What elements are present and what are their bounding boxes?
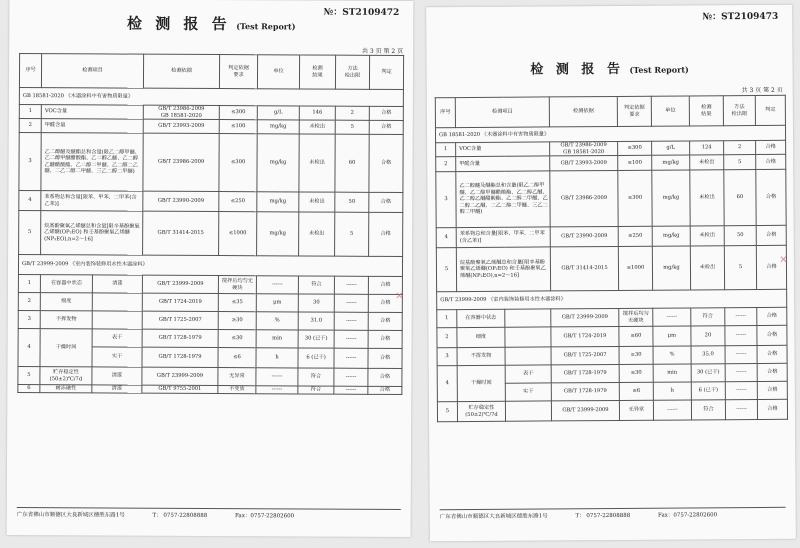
table-cell: min [653,364,691,382]
table-cell: GB/T 31414-2015 [550,246,618,290]
results-table [17,53,404,395]
table-cell: ------ [334,276,368,294]
table-cell: ------ [334,330,368,348]
table-cell: 30 (已干) [298,330,334,348]
table-cell: GB/T 23999-2009 [551,308,619,326]
page-footer [440,507,786,520]
table-row [18,384,402,394]
table-cell: 合格 [756,225,786,245]
table-cell: ------ [653,308,691,326]
table-cell: % [256,312,298,330]
table-cell: 31.0 [298,312,334,330]
table-cell: ------ [256,276,298,294]
table-cell: 合格 [756,169,786,225]
table-cell: 烷基酚聚氧乙烯醚总和含量[限辛基酚聚氧乙烯醚(OP₂EO) 和壬基酚聚氧乙烯醚(NP₂EO),n=2～16] [41,211,143,256]
table-cell: 30 [298,294,334,312]
table-cell: GB/T 23999-2009 [142,367,218,385]
table-cell: % [653,346,691,364]
table-cell: 合格 [368,330,402,348]
footer-fax: Fax：0757-22802600 [657,512,718,519]
table-cell: ------ [725,307,757,325]
table-cell: 合格 [368,368,402,386]
table-cell: 符合 [691,308,725,326]
table-row [436,245,786,291]
table-cell: 30 (已干) [691,364,725,382]
title-cn: 检 测 报 告 [530,61,624,78]
table-cell: 4 [436,228,456,248]
table-cell: 5 [19,210,41,254]
table-cell: 表干 [92,329,142,347]
table-cell: ≤250 [618,226,652,246]
column-header: 判定 [755,95,785,125]
table-cell: ≥30 [619,346,653,364]
table-cell: 不挥发物 [457,347,505,365]
table-cell: h [256,348,298,368]
table-cell: 3 [436,172,456,228]
table-cell: ≤100 [219,120,257,134]
table-cell: 符合 [298,386,334,394]
footer-fax: Fax：0757-22802600 [234,513,295,520]
table-cell: 苯系物总和含量[限苯、甲苯、二甲苯(含乙苯)] [41,191,143,212]
table-cell: 搅拌后均匀无硬块 [218,276,256,294]
table-cell: 4 [437,366,457,402]
table-cell: 在容器中状态 [40,275,92,293]
table-cell: 甲醛含量 [41,119,143,134]
table-cell: 合格 [368,312,402,330]
report-title [9,12,413,35]
table-cell: 符合 [691,400,725,420]
column-header: 序号 [19,54,41,88]
table-cell: min [256,330,298,348]
footer-address: 广东省佛山市顺德区大良新城区德胜东路1号 [16,511,125,519]
page-indicator: 共 3 页 第 2 页 [741,86,783,95]
table-row [18,328,402,348]
table-cell: ------ [653,400,691,420]
table-cell: ------ [725,325,757,345]
table-cell: ≤60 [619,326,653,346]
report-number: №：ST2109473 [702,11,779,23]
table-cell: 146 [299,106,335,120]
table-cell: 乙二醇醚及醚酯总和含量(限乙二醇甲醚、乙二醇甲醚醋酸酯、乙二醇乙醚、乙二醇乙醚醋酸酯、乙二醇二甲醚、乙二醇二乙醚、二乙二醇二甲醚、三乙二醇二甲醚) [41,133,143,192]
table-cell: 搅拌后均匀无硬块 [619,308,653,326]
table-row [19,132,403,192]
table-cell: mg/kg [652,170,690,226]
column-header: 检测依据 [549,96,617,126]
table-cell: GB/T 23986-2009 [143,133,219,191]
table-cell: 合格 [757,399,787,419]
table-cell: 贮存稳定性(50±2)℃/7d [40,367,92,385]
table-cell: 合格 [368,276,402,294]
table-cell: 5 [436,248,456,292]
table-cell: 不变质 [218,386,256,394]
table-cell: mg/kg [257,192,299,212]
report-page-1 [7,0,414,537]
page-indicator: 共 3 页 第 2 页 [361,47,404,56]
table-cell: μm [256,294,298,312]
table-cell: GB/T 9755-2001 [142,385,218,393]
table-cell: 合格 [369,120,403,134]
table-cell: 无异常 [619,400,653,420]
table-cell: 合格 [368,348,402,368]
table-cell: ≤300 [219,106,257,120]
table-cell: 6 (已干) [691,382,725,400]
table-cell: GB/T 23986-2009 GB 18581-2020 [143,105,219,119]
table-cell: ≤1000 [219,212,257,256]
table-cell: ------ [725,399,757,419]
table-cell: 耐冻融性 [40,385,92,393]
table-cell: ------ [256,386,298,394]
table-cell: 细度 [457,327,505,347]
table-cell: 2 [18,292,40,310]
table-cell: ≤30 [218,330,256,348]
table-cell: 50 [724,225,756,245]
table-cell: 合格 [756,140,786,154]
table-cell: 60 [335,134,369,192]
table-cell: ------ [334,368,368,386]
column-header: 序号 [435,98,455,128]
table-cell [505,327,551,347]
table-cell: 未检出 [690,226,724,246]
table-cell: GB/T 31414-2015 [143,211,219,255]
table-cell: 2 [724,140,756,154]
table-cell: GB/T 23986-2009 GB 18581-2020 [550,141,618,155]
footer-tel: T： 0757-22808888 [152,512,208,519]
column-header: 判定依据 要求 [617,96,651,126]
table-cell: VOC含量 [41,105,143,120]
table-cell [505,401,551,421]
table-cell: mg/kg [652,246,690,290]
table-cell: 合格 [369,134,403,192]
table-cell: GB/T 23990-2009 [550,226,618,246]
column-header: 检测 结果 [299,55,335,89]
table-cell: 表干 [505,365,551,383]
title-en: (Test Report) [629,64,689,75]
table-cell: mg/kg [257,120,299,134]
table-cell: 1 [18,274,40,292]
table-cell: 乙二醇醚及醚酯总和含量(限乙二醇甲醚、乙二醇甲醚醋酸酯、乙二醇乙醚、乙二醇乙醚醋酸酯、乙二醇二甲醚、乙二醇二乙醚、二乙二醇二甲醚、三乙二醇二甲醚) [456,171,550,228]
table-cell: ------ [334,386,368,394]
table-cell: 6 [18,384,40,392]
table-cell: ≤30 [619,364,653,382]
table-cell: GB/T 1725-2007 [142,311,218,329]
table-cell: ≤6 [218,348,256,368]
table-cell: 合格 [756,154,786,169]
column-header: 判定依据 要求 [219,55,257,89]
table-cell: 合格 [757,307,787,325]
table-cell: 未检出 [299,192,335,212]
table-cell: GB/T 23999-2009 [551,400,619,420]
table-cell: GB/T 23993-2009 [550,155,618,170]
section-heading: GB 18581-2020 《木器涂料中有害物质限量》 [435,125,785,142]
table-cell: GB/T 1728-1979 [551,364,619,382]
footer-tel: T： 0757-22808888 [575,512,631,520]
table-cell: ≤35 [218,294,256,312]
table-cell: ≤100 [618,155,652,170]
report-number: №：ST2109472 [323,7,400,18]
report-page-2 [426,5,796,542]
table-cell: mg/kg [257,134,299,192]
table-cell: 2 [19,118,41,132]
table-header-row [435,95,785,127]
table-cell: 3 [18,310,40,328]
table-cell: 清漆 [92,275,142,293]
table-cell: 合格 [369,212,403,256]
section-heading: GB/T 23999-2009 《室内装饰装修用水性木器涂料》 [437,289,787,309]
table-cell: μm [653,326,691,346]
page-footer [17,507,401,520]
table-row [18,274,402,294]
table-cell: 5 [335,212,369,256]
table-cell: 清漆 [92,367,142,385]
title-cn: 检 测 报 告 [126,14,231,34]
table-cell: GB/T 1728-1979 [142,329,218,347]
table-cell: 合格 [757,325,787,345]
table-cell: ------ [725,363,757,381]
footer-address: 广东省佛山市顺德区大良新城区德胜东路1号 [439,513,548,521]
table-row [437,325,787,347]
table-cell: 合格 [756,245,786,289]
table-cell: ------ [725,381,757,399]
table-cell: 未检出 [299,120,335,134]
section-heading: GB 18581-2020 《木器涂料中有害物质限量》 [19,87,403,106]
table-cell: 2 [335,106,369,120]
table-cell: GB/T 1728-1979 [142,347,218,367]
table-row [19,190,403,212]
table-cell: ------ [256,368,298,386]
table-cell: 不挥发物 [40,311,92,329]
table-cell: 1 [437,310,457,328]
table-cell: 苯系物总和含量[限苯、甲苯、二甲苯(含乙苯)] [456,227,550,248]
table-cell: 未检出 [299,134,335,192]
table-cell: GB/T 23990-2009 [143,191,219,211]
table-cell: ------ [725,345,757,363]
table-cell: mg/kg [652,155,690,170]
table-cell: 3 [437,348,457,366]
title-en: (Test Report) [236,21,296,32]
table-cell: 合格 [757,381,787,399]
table-cell: 5 [18,366,40,384]
table-cell: 合格 [757,363,787,381]
table-row [18,292,402,312]
table-row [18,310,402,330]
section-heading: GB/T 23999-2009 《室内装饰装修用水性木器涂料》 [18,254,402,276]
table-cell: 合格 [368,386,402,394]
table-cell: 细度 [40,293,92,311]
table-row [437,399,787,421]
column-header: 检测 结果 [689,96,723,126]
table-cell: 合格 [369,192,403,212]
table-cell: 6 (已干) [298,348,334,368]
table-cell [505,347,551,365]
table-cell: 124 [690,141,724,155]
table-cell: 干燥时间 [40,329,92,367]
table-cell: ≥30 [218,312,256,330]
seal-stamp: ✕ [777,254,789,266]
table-cell: GB/T 1724-2019 [551,326,619,346]
table-cell: ≤300 [618,141,652,155]
table-cell: 20 [691,326,725,346]
table-cell: ≤6 [619,382,653,400]
table-cell: 清漆 [92,385,142,393]
table-cell: VOC含量 [456,142,550,157]
table-cell: 烷基酚聚氧乙烯醚总和含量[限辛基酚聚氧乙烯醚(OP₂EO) 和壬基酚聚氧乙烯醚(NP₂EO),n=2～16] [456,247,550,292]
results-table [435,95,788,422]
table-cell: 3 [19,132,41,190]
table-cell: 干燥时间 [457,365,505,401]
table-cell: GB/T 23986-2009 [550,170,618,226]
table-cell: ------ [334,348,368,368]
table-cell: 1 [19,104,41,118]
table-row [436,169,786,227]
table-cell: 2 [437,328,457,348]
table-cell: 合格 [369,106,403,120]
table-cell: 无异常 [218,368,256,386]
table-cell: g/L [257,106,299,120]
table-cell: ≤300 [219,134,257,192]
column-header: 方法 检出限 [335,55,369,89]
table-row [436,225,786,247]
table-row [19,87,403,106]
table-cell: 未检出 [690,170,724,226]
table-cell: mg/kg [652,226,690,246]
table-cell: 60 [724,169,756,225]
table-cell: ------ [334,294,368,312]
table-cell: ≤1000 [618,246,652,290]
table-cell: GB/T 1724-2019 [142,293,218,311]
table-cell [505,309,551,327]
column-header: 判定 [369,55,403,89]
table-cell: 合格 [368,294,402,312]
table-cell: 5 [724,245,756,289]
table-cell: h [653,382,691,400]
table-cell: 实干 [92,347,142,367]
table-cell: 5 [724,154,756,169]
table-cell: 符合 [298,368,334,386]
table-cell: GB/T 1728-1979 [551,382,619,400]
table-cell: 合格 [757,345,787,363]
table-cell: mg/kg [257,212,299,256]
table-cell: 4 [18,328,40,366]
table-row [18,254,402,276]
table-cell: 5 [437,402,457,422]
table-cell: 贮存稳定性(50±2)℃/7d [457,401,505,421]
seal-stamp: ✕ [393,290,405,303]
column-header: 单位 [651,96,689,126]
table-cell: 符合 [298,276,334,294]
table-cell: 甲醛含量 [456,156,550,172]
table-cell: 50 [335,192,369,212]
table-cell: 35.0 [691,346,725,364]
table-cell: 1 [436,143,456,157]
table-cell: GB/T 23999-2009 [142,275,218,293]
table-cell: 未检出 [299,212,335,256]
column-header: 检测项目 [455,97,549,128]
table-cell: 未检出 [690,155,724,170]
table-cell: 4 [19,190,41,210]
table-cell: 未检出 [690,246,724,290]
table-cell [92,293,142,311]
column-header: 方法 检出限 [723,95,755,125]
table-cell: ------ [334,312,368,330]
table-cell: ≤250 [219,192,257,212]
table-cell: 实干 [505,383,551,401]
column-header: 单位 [257,55,299,89]
table-cell: g/L [652,141,690,155]
table-cell: GB/T 1725-2007 [551,346,619,364]
table-cell: GB/T 23993-2009 [143,119,219,133]
table-header-row [19,54,403,90]
table-row [19,210,403,256]
column-header: 检测依据 [143,54,219,88]
table-cell: 2 [436,157,456,172]
table-cell: 在容器中状态 [457,309,505,327]
table-row [18,366,402,386]
table-cell [92,311,142,329]
table-cell: ≤300 [618,170,652,226]
column-header: 检测项目 [41,54,143,89]
report-title [427,57,793,79]
table-cell: 5 [335,120,369,134]
